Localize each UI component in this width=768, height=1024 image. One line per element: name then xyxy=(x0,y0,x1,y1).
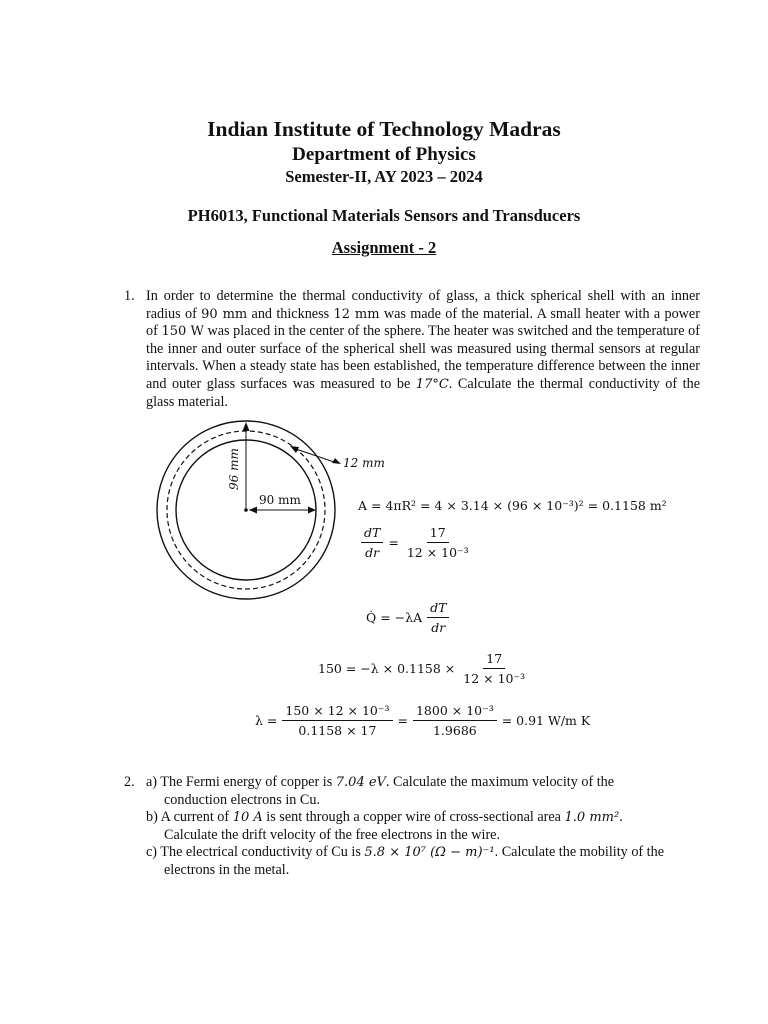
question-2-part-c: c) The electrical conductivity of Cu is 5.8 × 10⁷ (Ω − m)⁻¹. Calculate the mobility of the electrons in the metal. xyxy=(146,844,665,878)
gradient-equation: $\frac{dT}{dr}$ = $\frac{17}{\text{12 × 10⁻³}}$ xyxy=(356,525,477,560)
label-12mm: 12 mm xyxy=(343,456,385,470)
heat-flux-equation: Q̇ = −λA $\frac{dT}{dr}$ xyxy=(366,600,454,635)
substitution-equation: 150 = −λ × 0.1158 × $\frac{17}{\text{12 × 10⁻³}}$ xyxy=(318,651,526,686)
question-1-text: In order to determine the thermal conductivity of glass, a thick spherical shell with an inner radius of 90 mm and thickness 12 mm was made of the material. A small heater with a power of 150 W was placed in the center of the sphere. The heater was switched and the temperature of the inner and outer surface of the spherical shell was measured using thermal sensors at regular intervals. When a steady state has been established, the temperature difference between the inner and outer glass surfaces was measured to be 17°C. Calculate the thermal conductivity of the glass material. xyxy=(146,288,700,410)
question-1-number: 1. xyxy=(124,288,135,304)
institute-title: Indian Institute of Technology Madras xyxy=(207,117,561,141)
label-96mm: 96 mm xyxy=(227,448,241,490)
label-90mm: 90 mm xyxy=(259,493,301,507)
course-title: PH6013, Functional Materials Sensors and Transducers xyxy=(187,206,581,225)
assignment-title: Assignment - 2 xyxy=(331,238,437,257)
question-2-number: 2. xyxy=(124,774,135,790)
result-equation: λ = $\frac{\text{150 × 12 × 10⁻³}}{0.1158 \times 17}$ = $\frac{\text{1800 × 10⁻³}}{1.9686}$ = 0.91 W/m K xyxy=(255,703,591,738)
spherical-shell-diagram xyxy=(150,418,390,608)
area-equation: A = 4πR² = 4 × 3.14 × (96 × 10⁻³)² = 0.1158 m² xyxy=(358,498,667,513)
department-title: Department of Physics xyxy=(292,144,476,165)
question-2-part-a: a) The Fermi energy of copper is 7.04 eV. Calculate the maximum velocity of the conduction electrons in Cu. xyxy=(146,774,615,808)
semester-line: Semester-II, AY 2023 – 2024 xyxy=(285,167,483,186)
question-2-part-b: b) A current of 10 A is sent through a copper wire of cross-sectional area 1.0 mm². Calculate the drift velocity of the free electrons in the wire. xyxy=(146,809,623,843)
